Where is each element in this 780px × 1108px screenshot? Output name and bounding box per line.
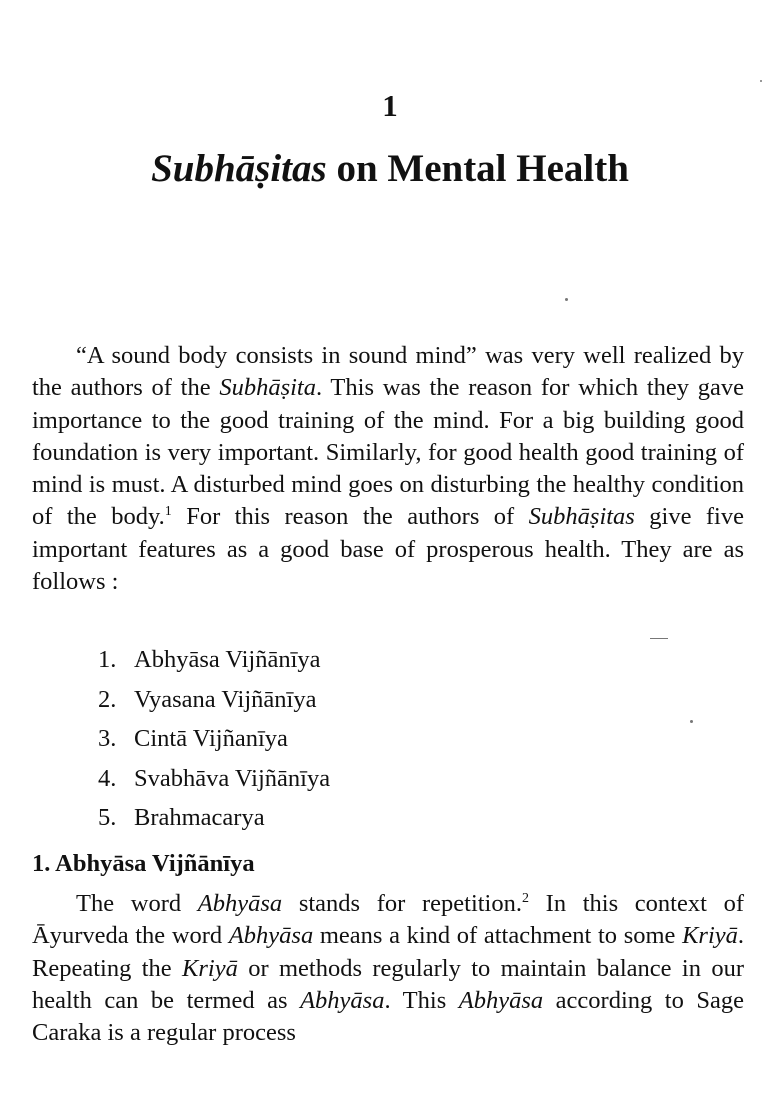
- list-item-number: 4.: [98, 764, 117, 792]
- intro-paragraph: [32, 340, 744, 598]
- intro-text-1: “A sound body consists in sound mind” was very well realized by the authors of the: [32, 342, 744, 402]
- list-item: [98, 680, 330, 720]
- list-item-label: Abhyāsa Vijñānīya: [134, 646, 321, 673]
- footnote-ref-1: 1: [164, 504, 172, 520]
- section-text-3: In this context of Āyurveda the word: [32, 890, 745, 950]
- intro-text-3: For this reason the authors of: [171, 503, 529, 531]
- chapter-number: 1: [382, 88, 398, 123]
- section-text-4: means a kind of attachment to some: [313, 922, 683, 950]
- list-item: [98, 719, 330, 759]
- intro-text-4: give five important features as a good base of prosperous health. They are as follows :: [32, 503, 744, 596]
- chapter-title-italic: Subhāṣitas: [151, 147, 327, 190]
- list-item: [98, 798, 330, 838]
- list-item-number: 2.: [98, 685, 117, 713]
- scan-speck: [650, 638, 668, 639]
- section-text-2: stands for repetition.: [282, 890, 522, 917]
- intro-paragraph-block: [32, 340, 744, 598]
- list-item-label: Cintā Vijñanīya: [134, 725, 288, 753]
- scan-speck: [760, 80, 762, 82]
- list-item-number: 3.: [98, 725, 117, 753]
- section-text-6: or methods regularly to maintain balance in our health can be termed as: [32, 954, 744, 1014]
- scan-speck: [565, 298, 568, 301]
- list-item-label: Vyasana Vijñānīya: [134, 685, 317, 713]
- section-italic-6: Abhyāsa: [458, 986, 544, 1014]
- footnote-ref-2: 2: [522, 891, 529, 906]
- section-italic-3: Kriyā: [682, 922, 738, 950]
- list-item-number: 1.: [98, 646, 117, 673]
- list-item: [98, 759, 330, 799]
- section-heading: 1. Abhyāsa Vijñānīya: [32, 850, 255, 877]
- intro-italic-1: Subhāṣita: [219, 374, 316, 402]
- section-italic-1: Abhyāsa: [197, 890, 283, 917]
- feature-list: [98, 640, 330, 838]
- list-item-label: Brahmacarya: [134, 804, 265, 832]
- section-text-8: according to Sage Caraka is a regular process: [32, 986, 744, 1047]
- list-item-number: 5.: [98, 804, 117, 832]
- list-item-label: Svabhāva Vijñānīya: [134, 764, 331, 792]
- section-italic-2: Abhyāsa: [228, 922, 314, 950]
- chapter-title-rest: on Mental Health: [326, 147, 629, 190]
- intro-text-2: . This was the reason for which they gave importance to the good training of the mind. For a big building good foundation is very important. Similarly, for good health good training of mind is must. A disturbed mind goes on disturbing the healthy condition of the body.: [32, 374, 744, 531]
- section-italic-4: Kriyā: [182, 954, 238, 982]
- section-text-5: . Repeating the: [32, 922, 744, 982]
- section-text-7: . This: [384, 986, 459, 1014]
- scan-speck: [690, 720, 693, 723]
- section-paragraph-block: [32, 888, 744, 1049]
- list-item: [98, 640, 330, 680]
- section-italic-5: Abhyāsa: [300, 986, 385, 1014]
- intro-italic-2: Subhāṣitas: [528, 503, 635, 531]
- section-paragraph: [32, 888, 744, 1049]
- section-text-1: The word: [76, 890, 198, 917]
- chapter-title: [0, 144, 780, 194]
